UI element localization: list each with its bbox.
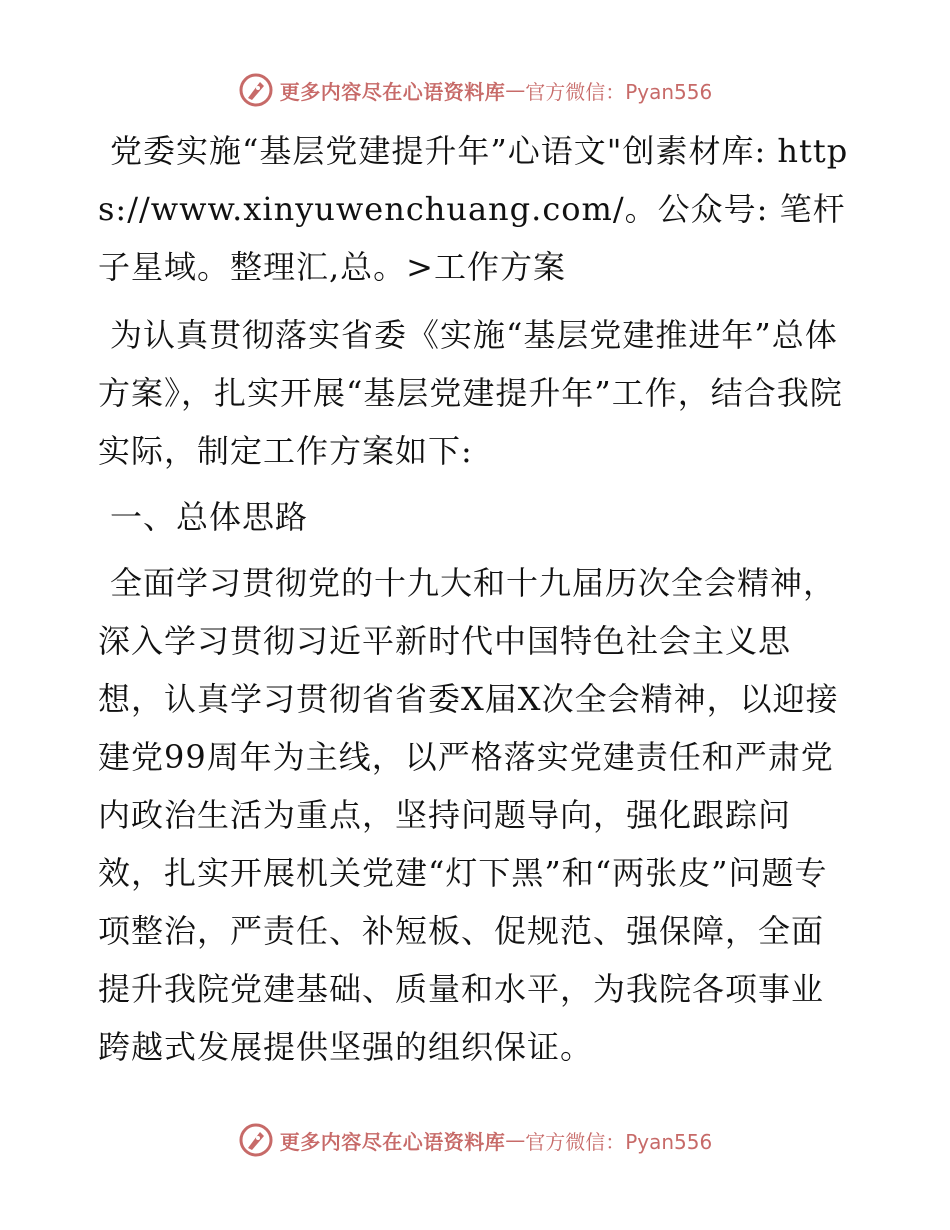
pen-nib-logo-icon: [238, 1122, 274, 1158]
document-intro: 党委实施“基层党建提升年”心语文"创素材库: https://www.xinyuwenchuang.com/。公众号: 笔杆子星域。整理汇,总。>工作方案: [98, 132, 849, 286]
watermark-banner-bottom: [0, 1120, 950, 1160]
section-heading-1: 一、总体思路: [110, 498, 309, 536]
document-body: [98, 122, 850, 1084]
watermark-contact: 官方微信：Pyan556: [525, 79, 713, 104]
watermark-banner-top: [0, 70, 950, 110]
watermark-text: 更多内容尽在心语资料库: [279, 1129, 506, 1154]
watermark-separator: —: [505, 1128, 526, 1152]
watermark-contact: 官方微信：Pyan556: [525, 1129, 713, 1154]
pen-nib-logo-icon: [238, 72, 274, 108]
paragraph-2: 全面学习贯彻党的十九大和十九届历次全会精神，深入学习贯彻习近平新时代中国特色社会主义思想，认真学习贯彻省省委X届X次全会精神，以迎接建党99周年为主线，以严格落实党建责任和严肃党内政治生活为重点，坚持问题导向，强化跟踪问效，扎实开展机关党建“灯下黑”和“两张皮”问题专项整治，严责任、补短板、促规范、强保障，全面提升我院党建基础、质量和水平，为我院各项事业跨越式发展提供坚强的组织保证。: [98, 564, 839, 1066]
watermark-text: 更多内容尽在心语资料库: [279, 79, 506, 104]
watermark-separator: —: [505, 78, 526, 102]
paragraph-1: 为认真贯彻落实省委《实施“基层党建推进年”总体方案》，扎实开展“基层党建提升年”工作，结合我院实际，制定工作方案如下:: [98, 316, 843, 470]
